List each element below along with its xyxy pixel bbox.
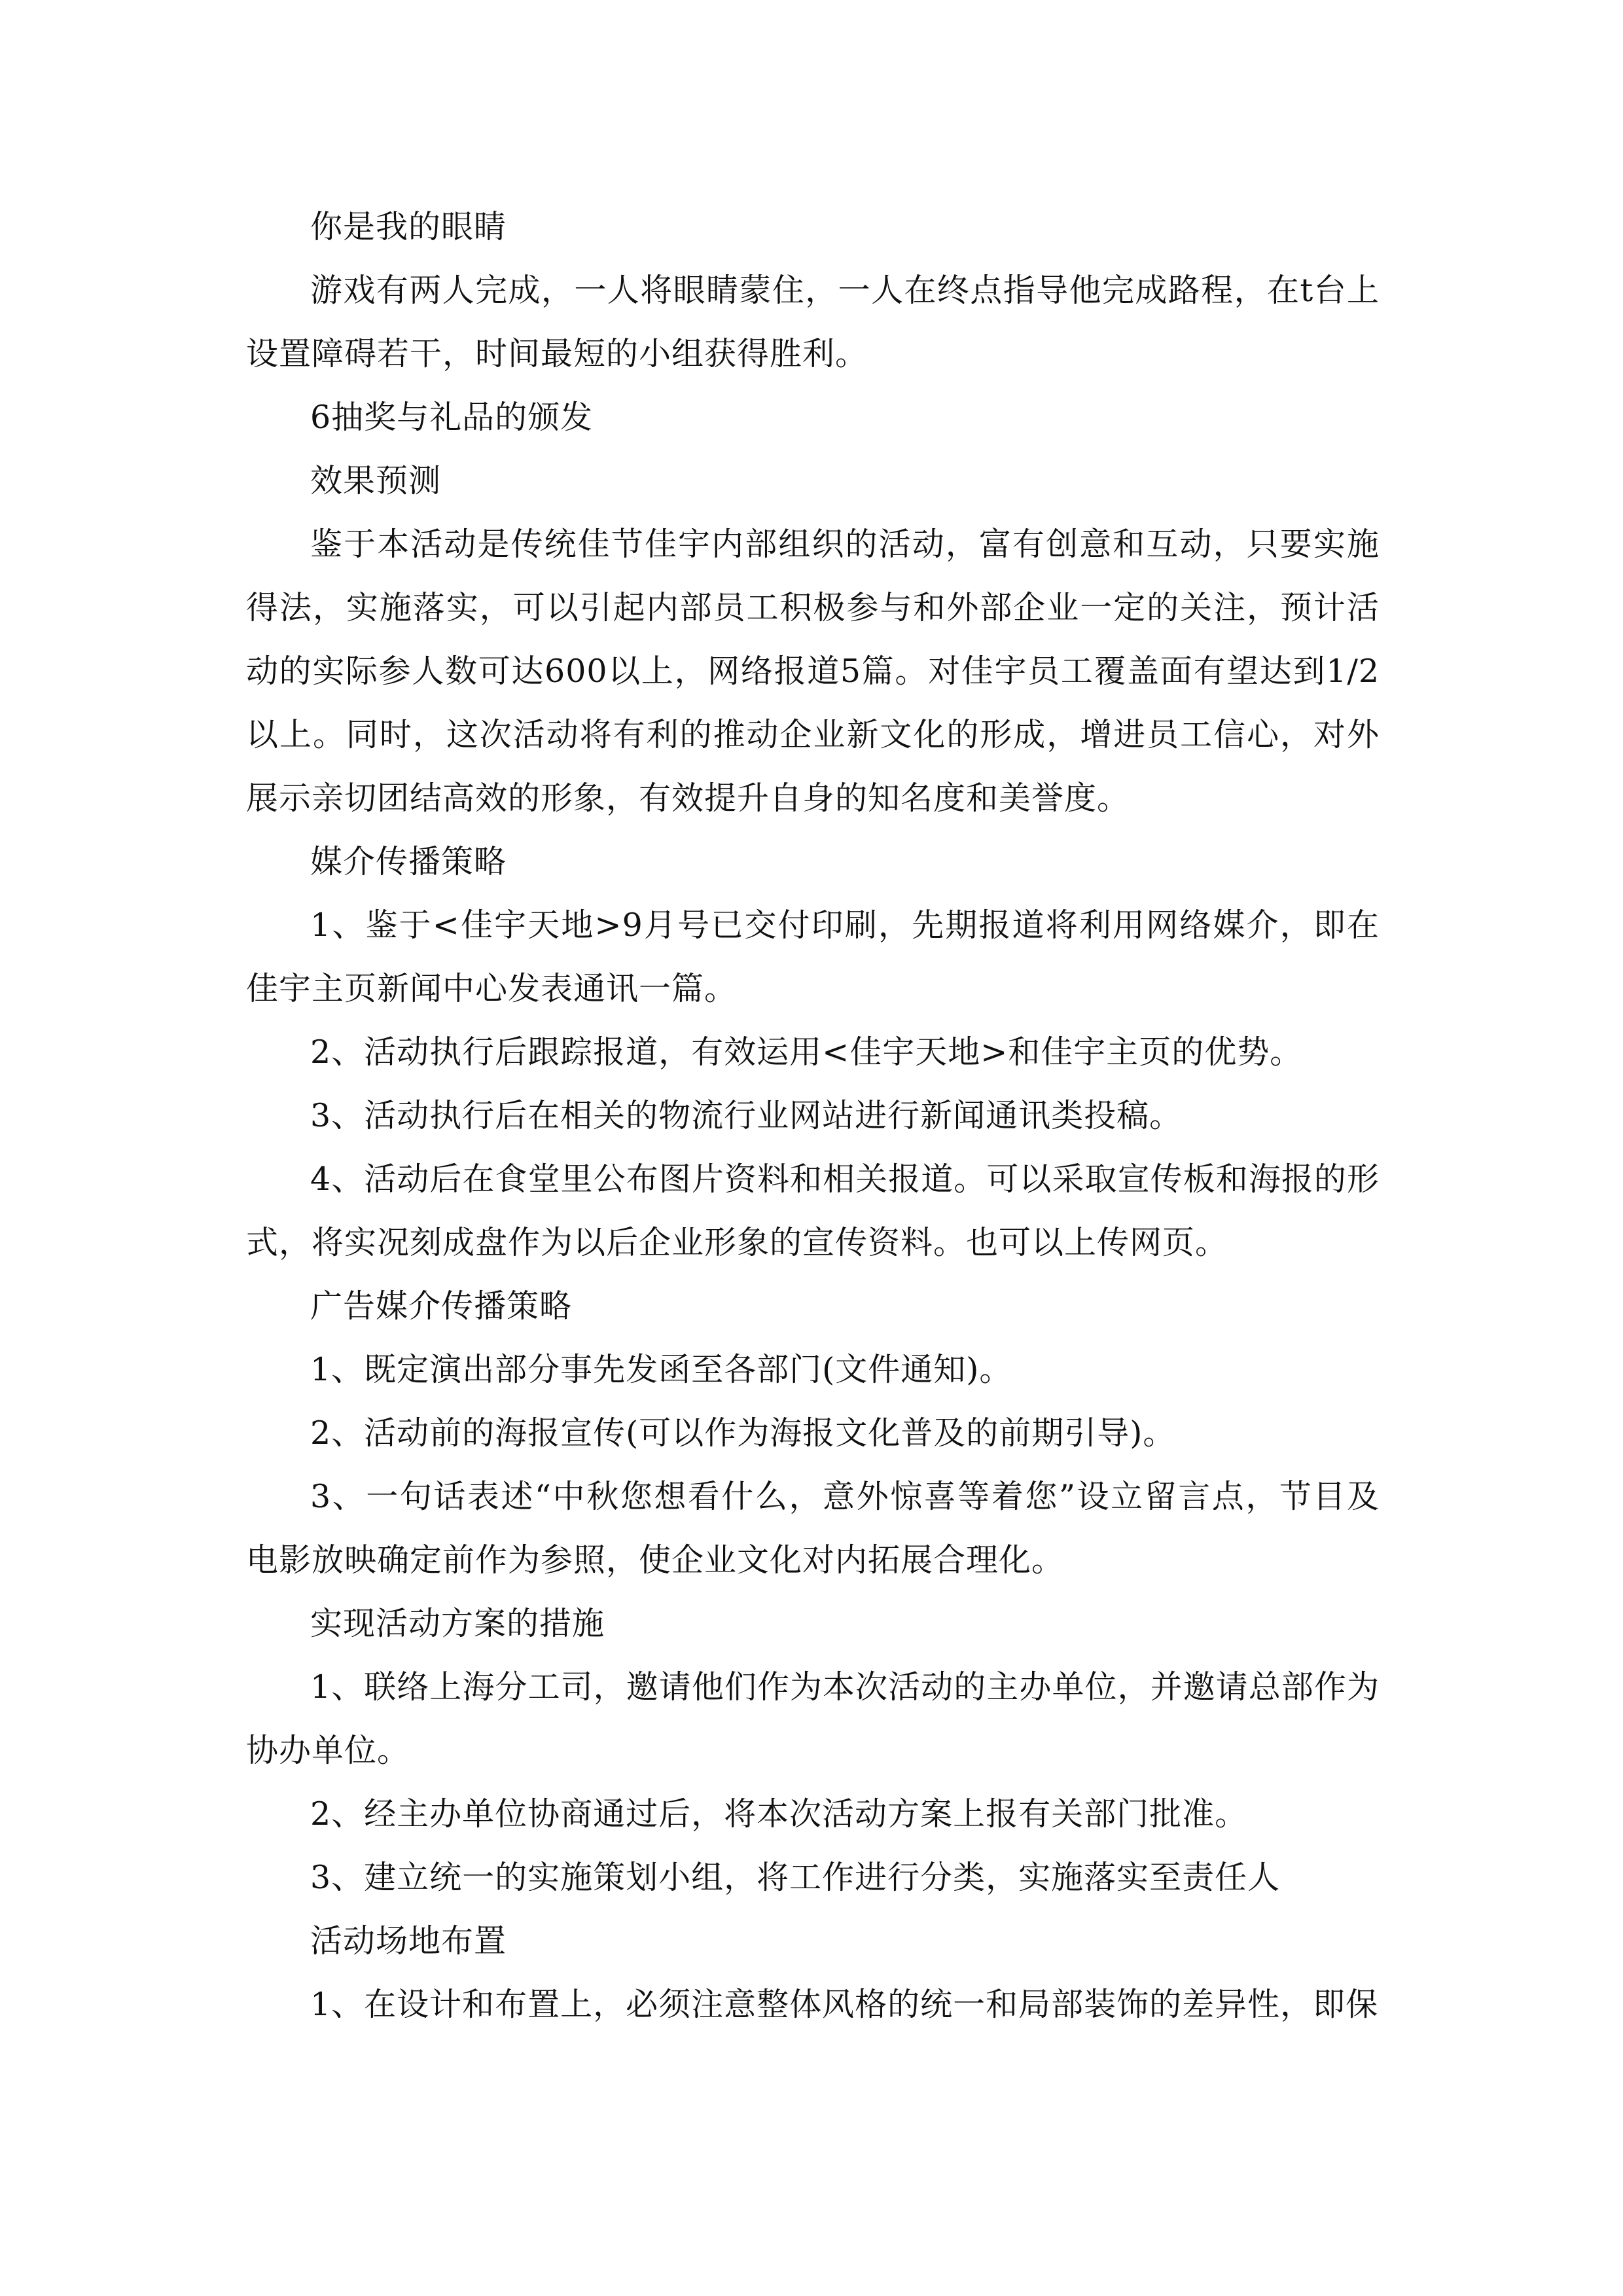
- paragraph-measure-2: 2、经主办单位协商通过后，将本次活动方案上报有关部门批准。: [310, 1795, 1248, 1833]
- paragraph-effect-forecast: 鉴于本活动是传统佳节佳宇内部组织的活动，富有创意和互动，只要实施得法，实施落实，可以引起内部员工积极参与和外部企业一定的关注，预计活动的实际参人数可达600以上，网络报道5篇。对佳宇员工覆盖面有望达到1/2以上。同时，这次活动将有利的推动企业新文化的形成，增进员工信心，对外展示亲切团结高效的形象，有效提升自身的知名度和美誉度。: [246, 526, 1380, 817]
- paragraph-measure-3: 3、建立统一的实施策划小组，将工作进行分类，实施落实至责任人: [310, 1859, 1281, 1896]
- paragraph-media-item-2: 2、活动执行后跟踪报道，有效运用<佳宇天地>和佳宇主页的优势。: [310, 1033, 1303, 1071]
- document-body: [246, 195, 1380, 2036]
- section-heading-venue-layout: 活动场地布置: [310, 1922, 507, 1960]
- paragraph-game-rules: 游戏有两人完成，一人将眼睛蒙住，一人在终点指导他完成路程，在t台上设置障碍若干，时间最短的小组获得胜利。: [246, 272, 1380, 372]
- section-heading-lottery: 6抽奖与礼品的颁发: [310, 399, 594, 436]
- section-heading-ad-media-strategy: 广告媒介传播策略: [310, 1287, 573, 1325]
- paragraph-venue-item-1: 1、在设计和布置上，必须注意整体风格的统一和局部装饰的差异性，即保: [310, 1986, 1379, 2023]
- section-heading-measures: 实现活动方案的措施: [310, 1605, 605, 1642]
- paragraph-ad-item-3: 3、一句话表述“中秋您想看什么，意外惊喜等着您”设立留言点，节目及电影放映确定前作为参照，使企业文化对内拓展合理化。: [246, 1478, 1380, 1579]
- section-heading-effect-forecast: 效果预测: [310, 462, 442, 499]
- paragraph-ad-item-1: 1、既定演出部分事先发函至各部门(文件通知)。: [310, 1351, 1012, 1388]
- paragraph-ad-item-2: 2、活动前的海报宣传(可以作为海报文化普及的前期引导)。: [310, 1414, 1176, 1452]
- paragraph-measure-1: 1、联络上海分工司，邀请他们作为本次活动的主办单位，并邀请总部作为协办单位。: [246, 1668, 1380, 1769]
- paragraph-media-item-4: 4、活动后在食堂里公布图片资料和相关报道。可以采取宣传板和海报的形式，将实况刻成盘作为以后企业形象的宣传资料。也可以上传网页。: [246, 1160, 1380, 1261]
- section-heading-media-strategy: 媒介传播策略: [310, 843, 507, 880]
- section-heading-eyes-game: 你是我的眼睛: [310, 208, 507, 245]
- paragraph-media-item-1: 1、鉴于<佳宇天地>9月号已交付印刷，先期报道将利用网络媒介，即在佳宇主页新闻中心发表通讯一篇。: [246, 906, 1380, 1007]
- paragraph-media-item-3: 3、活动执行后在相关的物流行业网站进行新闻通讯类投稿。: [310, 1097, 1183, 1134]
